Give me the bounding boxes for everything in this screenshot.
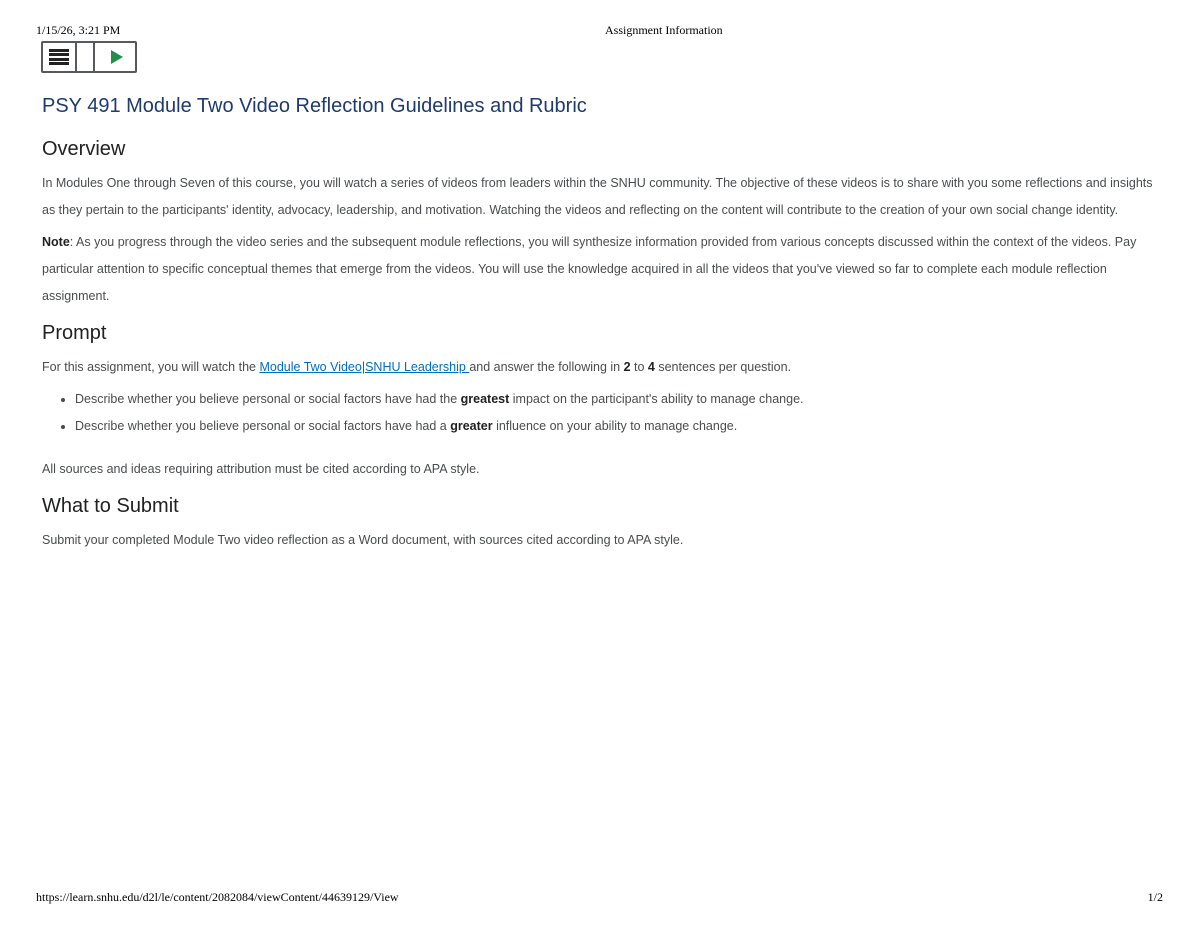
overview-heading: Overview xyxy=(42,138,126,160)
prompt-intro-to: to xyxy=(630,359,648,374)
print-datetime: 1/15/26, 3:21 PM xyxy=(36,23,121,37)
note-label: Note xyxy=(42,235,70,250)
prompt-intro-end: sentences per question. xyxy=(654,359,792,374)
document-content xyxy=(42,92,1162,554)
overview-paragraph: In Modules One through Seven of this course, you will watch a series of videos from leaders within the SNHU community. The objective of these videos is to share with you some reflections and insights as they pertain to the participants' identity, advocacy, leadership, and motivation. Watching the videos and reflecting on the content will contribute to the creation of your own social change identity. xyxy=(42,176,1153,217)
apa-note: All sources and ideas requiring attribution must be cited according to APA style. xyxy=(42,462,480,477)
content-toolbar xyxy=(41,41,137,73)
print-page-title: Assignment Information xyxy=(605,23,723,37)
list-item xyxy=(75,386,1162,413)
submit-instructions: Submit your completed Module Two video reflection as a Word document, with sources cited according to APA style. xyxy=(42,532,684,547)
what-to-submit-heading: What to Submit xyxy=(42,494,179,517)
sentence-min-count: 2 xyxy=(623,359,631,374)
prompt-intro-mid: and answer the following in xyxy=(469,359,624,374)
document-title: PSY 491 Module Two Video Reflection Guidelines and Rubric xyxy=(42,95,587,117)
prompt-intro xyxy=(42,354,1162,381)
prompt-heading: Prompt xyxy=(42,321,107,344)
bullet1-end: impact on the participant's ability to manage change. xyxy=(509,392,804,407)
print-url: https://learn.snhu.edu/d2l/le/content/2082084/viewContent/44639129/View xyxy=(36,890,399,904)
sentence-max-count: 4 xyxy=(647,359,655,374)
play-button[interactable] xyxy=(93,43,135,71)
bullet2-start: Describe whether you believe personal or social factors have had a xyxy=(75,419,451,434)
toolbar-spacer-button[interactable] xyxy=(75,43,93,71)
bullet1-emphasis: greatest xyxy=(460,392,510,407)
table-of-contents-button[interactable] xyxy=(43,43,75,71)
bullet1-start: Describe whether you believe personal or social factors have had the xyxy=(75,392,461,407)
bullet2-end: influence on your ability to manage change. xyxy=(492,419,738,434)
prompt-question-list xyxy=(42,386,1162,440)
note-paragraph xyxy=(42,229,1162,309)
play-icon xyxy=(111,50,123,64)
prompt-intro-start: For this assignment, you will watch the xyxy=(42,359,260,374)
bullet2-emphasis: greater xyxy=(450,419,493,434)
list-item xyxy=(75,413,1162,440)
menu-icon xyxy=(49,49,69,65)
module-two-video-link[interactable]: Module Two Video|SNHU Leadership xyxy=(259,359,470,374)
note-text: : As you progress through the video series and the subsequent module reflections, you will synthesize information provided from various concepts discussed within the context of the videos. Pay particular attention to specific conceptual themes that emerge from the videos. You will use the knowledge acquired in all the videos that you've viewed so far to complete each module reflection assignment. xyxy=(42,235,1137,303)
print-page-number: 1/2 xyxy=(1147,890,1163,904)
